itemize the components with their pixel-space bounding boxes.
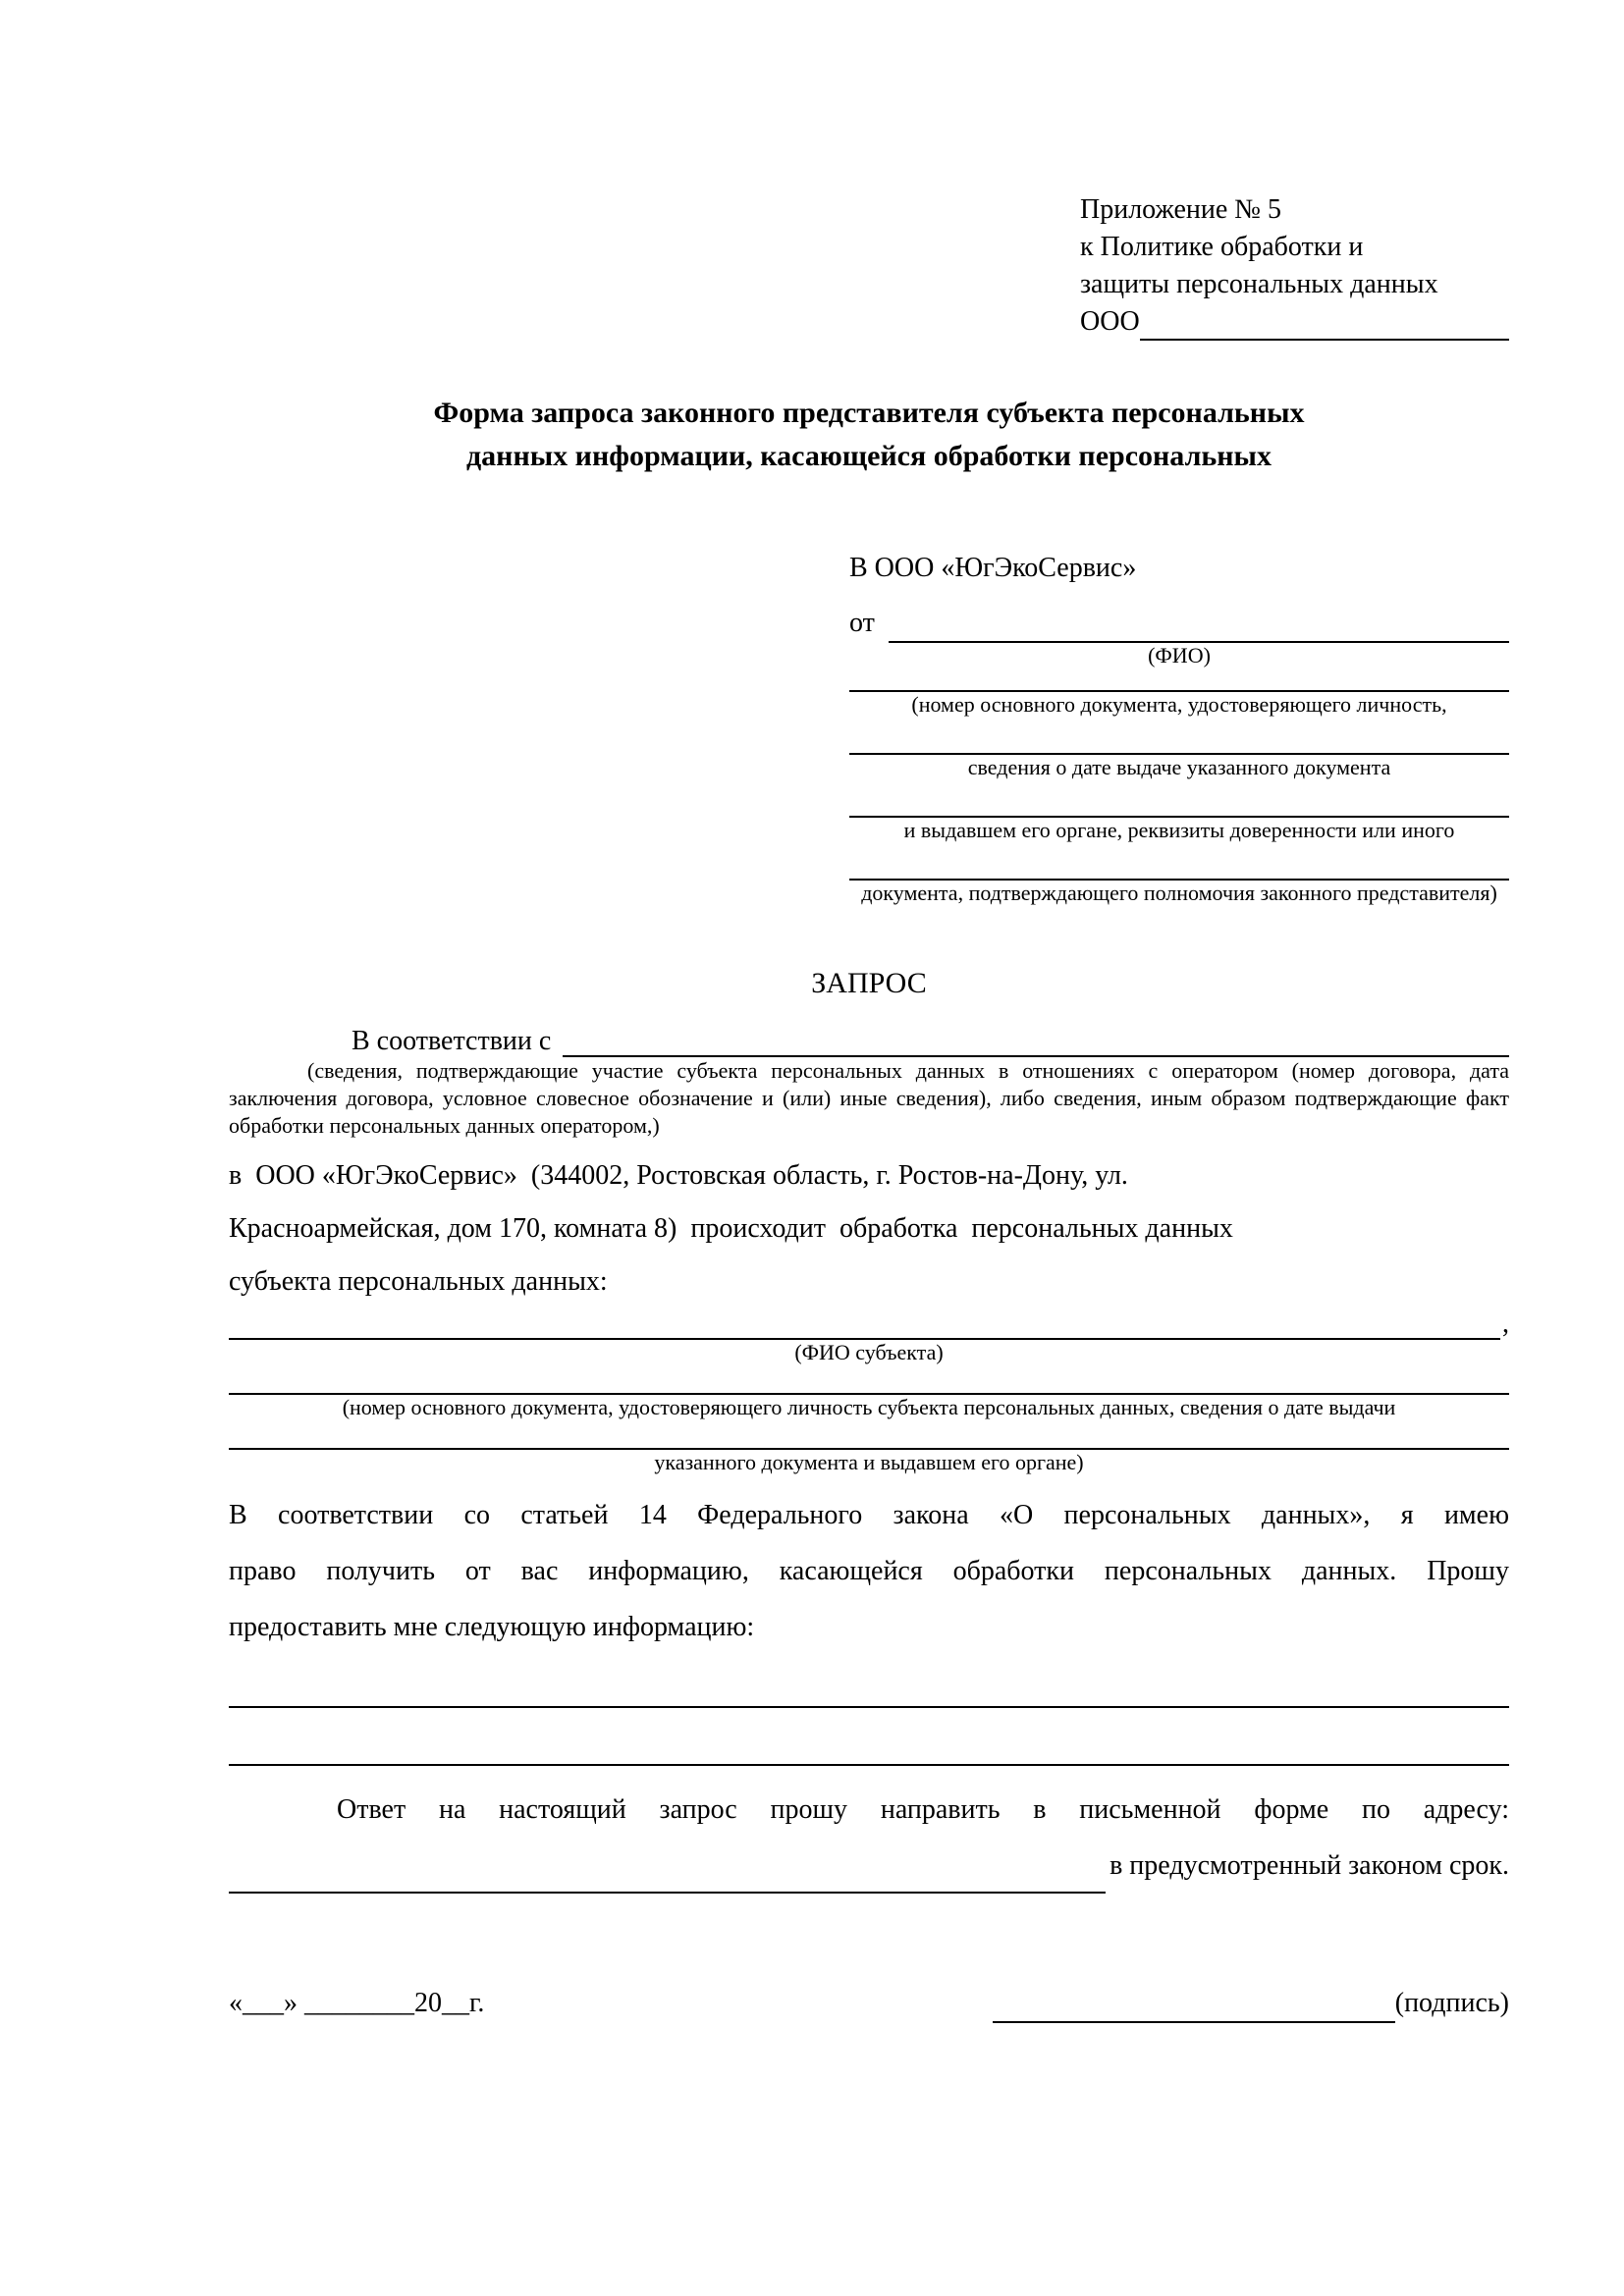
issuing-authority-caption: и выдавшем его органе, реквизиты доверенности или иного [903,818,1455,842]
subject-fio-comma: , [1502,1308,1509,1339]
operator-paragraph [229,1149,1509,1308]
signature-caption: (подпись) [1394,1988,1509,2018]
addressee-org: В ООО «ЮгЭкоСервис» [849,553,1137,583]
subject-fio-row [229,1308,1509,1340]
form-title-line1: Форма запроса законного представителя субъекта персональных [433,397,1305,429]
reply-paragraph [229,1782,1509,1894]
subject-authority-caption: указанного документа и выдавшем его органе) [654,1450,1084,1474]
operator-paragraph-line3: субъекта персональных данных: [229,1266,608,1297]
subject-authority-blank-line [229,1420,1509,1450]
accordance-blank-line [563,1024,1509,1057]
reply-tail: в предусмотренный законом срок. [1110,1850,1509,1881]
authority-document-blank-line [849,843,1509,881]
fio-blank-line [889,608,1509,643]
rights-paragraph-line1: В соответствии со статьей 14 Федерального закона «О персональных данных», я имею [229,1500,1509,1530]
operator-paragraph-line1: в ООО «ЮгЭкоСервис» (344002, Ростовская область, г. Ростов-на-Дону, ул. [229,1160,1128,1191]
fio-caption: (ФИО) [1148,643,1211,667]
form-title-line2: данных информации, касающейся обработки персональных [466,440,1272,472]
authority-document-caption: документа, подтверждающего полномочия законного представителя) [861,881,1497,905]
from-label: от [849,608,875,638]
rights-paragraph-line2: право получить от вас информацию, касающейся обработки персональных данных. Прошу [229,1556,1509,1586]
issue-date-blank-line [849,718,1509,755]
reply-sentence: Ответ на настоящий запрос прошу направить в письменной форме по адресу: [337,1794,1509,1825]
operator-paragraph-line2: Красноармейская, дом 170, комната 8) происходит обработка персональных данных [229,1213,1233,1244]
from-row [849,604,1509,643]
rights-paragraph [229,1487,1509,1655]
subject-document-blank-line [229,1365,1509,1395]
org-name-blank-line [1140,307,1509,341]
request-heading: ЗАПРОС [811,967,927,999]
footer-row [229,1984,1509,2023]
subject-fio-caption: (ФИО субъекта) [794,1340,944,1364]
signature-blank-line [993,1988,1395,2023]
issuing-authority-blank-line [849,780,1509,818]
requested-info-blank-line-2 [229,1764,1509,1766]
subject-document-caption-line1: (номер основного документа, удостоверяющего личность субъекта персональных данных, сведения о дате выдачи [342,1395,1396,1419]
subject-fio-blank-line [229,1312,1500,1340]
appendix-note-line1: Приложение № 5 [1080,194,1281,225]
reply-address-blank-line [229,1854,1106,1894]
form-title [229,392,1509,478]
date-field: «___» ________20__г. [229,1988,485,2018]
appendix-note-line3: защиты персональных данных [1080,269,1438,299]
appendix-note-line2: к Политике обработки и [1080,232,1364,262]
requested-info-blank-line-1 [229,1706,1509,1708]
accordance-lead: В соответствии с [352,1026,552,1056]
appendix-org-row [1080,303,1509,341]
signature-block [993,1984,1509,2023]
accordance-fine-print: (сведения, подтверждающие участие субъекта персональных данных в отношениях с оператором (номер договора, дата заключения договора, условное словесное обозначение и (или) иные сведения), либо сведения, иным образом подтверждающие факт обработки персональных данных оператором,) [229,1058,1509,1138]
accordance-row [229,1024,1509,1057]
document-number-caption: (номер основного документа, удостоверяющего личность, [911,692,1447,717]
document-number-blank-line [849,668,1509,692]
appendix-org-prefix: ООО [1080,306,1140,337]
rights-paragraph-line3: предоставить мне следующую информацию: [229,1612,755,1642]
addressee-block [849,549,1509,906]
appendix-note [1080,191,1509,341]
issue-date-caption: сведения о дате выдаче указанного документа [967,755,1391,779]
reply-address-row [229,1838,1509,1894]
